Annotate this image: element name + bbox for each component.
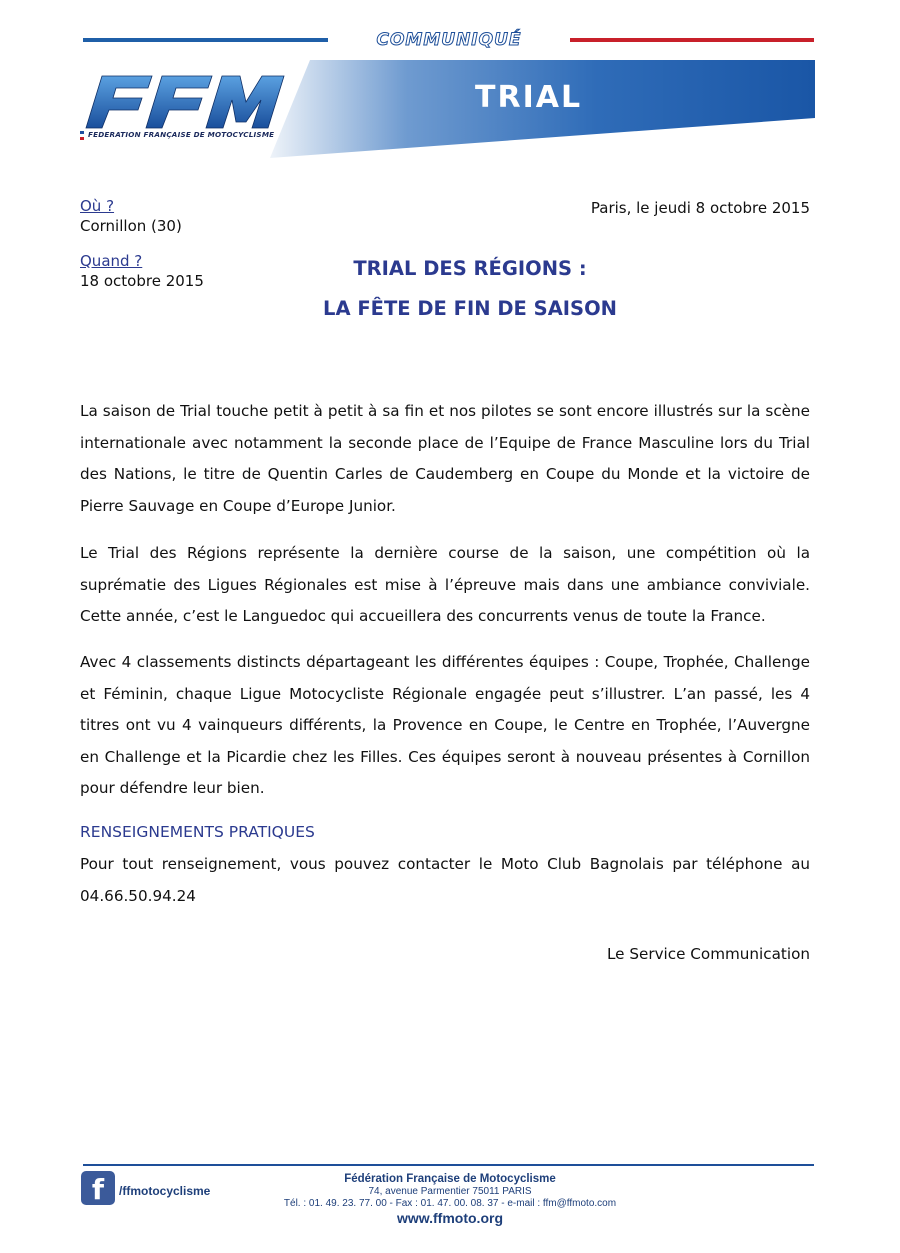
paragraph-2: Le Trial des Régions représente la dernière course de la saison, une compétition où la suprématie des Ligues Régionales est mise à l’épreuve mais dans une ambiance conviviale. Cette année, c’est le Languedoc qui accueillera des concurrents venus de toute la France. (80, 544, 810, 625)
headline-line-2: LA FÊTE DE FIN DE SAISON (323, 297, 617, 320)
footer-contact-line: Tél. : 01. 49. 23. 77. 00 - Fax : 01. 47. 00. 08. 37 - e-mail : ffm@ffmoto.com (283, 1198, 617, 1209)
footer-address: 74, avenue Parmentier 75011 PARIS (368, 1186, 532, 1197)
ffm-subtitle: FEDERATION FRANÇAISE DE MOTOCYCLISME (88, 130, 275, 139)
when-label: Quand ? (80, 252, 143, 270)
where-value: Cornillon (30) (80, 217, 182, 235)
french-flag-icon (80, 131, 84, 140)
footer-website-link[interactable]: www.ffmoto.org (396, 1210, 504, 1226)
paragraph-3: Avec 4 classements distincts départageant les différentes équipes : Coupe, Trophée, Challenge et Féminin, chaque Ligue Motocycliste Régionale engagée peut s’illustrer. L’an passé, les 4 titres ont vu 4 vainqueurs différents, la Provence en Coupe, le Centre en Trophée, l’Auvergne en Challenge et la Picardie chez les Filles. Ces équipes seront à nouveau présentes à Cornillon pour défendre leur bien. (80, 653, 810, 797)
contact-paragraph: Pour tout renseignement, vous pouvez contacter le Moto Club Bagnolais par téléphone au 04.66.50.94.24 (80, 855, 810, 905)
facebook-icon[interactable]: f (81, 1171, 115, 1205)
when-value: 18 octobre 2015 (80, 272, 204, 290)
where-label: Où ? (80, 197, 115, 215)
date-line: Paris, le jeudi 8 octobre 2015 (590, 199, 810, 217)
signature: Le Service Communication (606, 945, 810, 963)
paragraph-1: La saison de Trial touche petit à petit à sa fin et nos pilotes se sont encore illustrés sur la scène internationale avec notamment la seconde place de l’Equipe de France Masculine lors du Trial des Nations, le titre de Quentin Carles de Caudemberg en Coupe du Monde et la victoire de Pierre Sauvage en Coupe d’Europe Junior. (80, 402, 810, 515)
communique-label: COMMUNIQUÉ (376, 30, 522, 50)
discipline-title: TRIAL (475, 80, 583, 115)
footer-rule (83, 1164, 814, 1166)
facebook-handle-link[interactable]: /ffmotocyclisme (119, 1184, 211, 1198)
section-heading: RENSEIGNEMENTS PRATIQUES (80, 823, 315, 841)
headline-line-1: TRIAL DES RÉGIONS : (353, 257, 587, 280)
footer-org-name: Fédération Française de Motocyclisme (344, 1173, 556, 1185)
